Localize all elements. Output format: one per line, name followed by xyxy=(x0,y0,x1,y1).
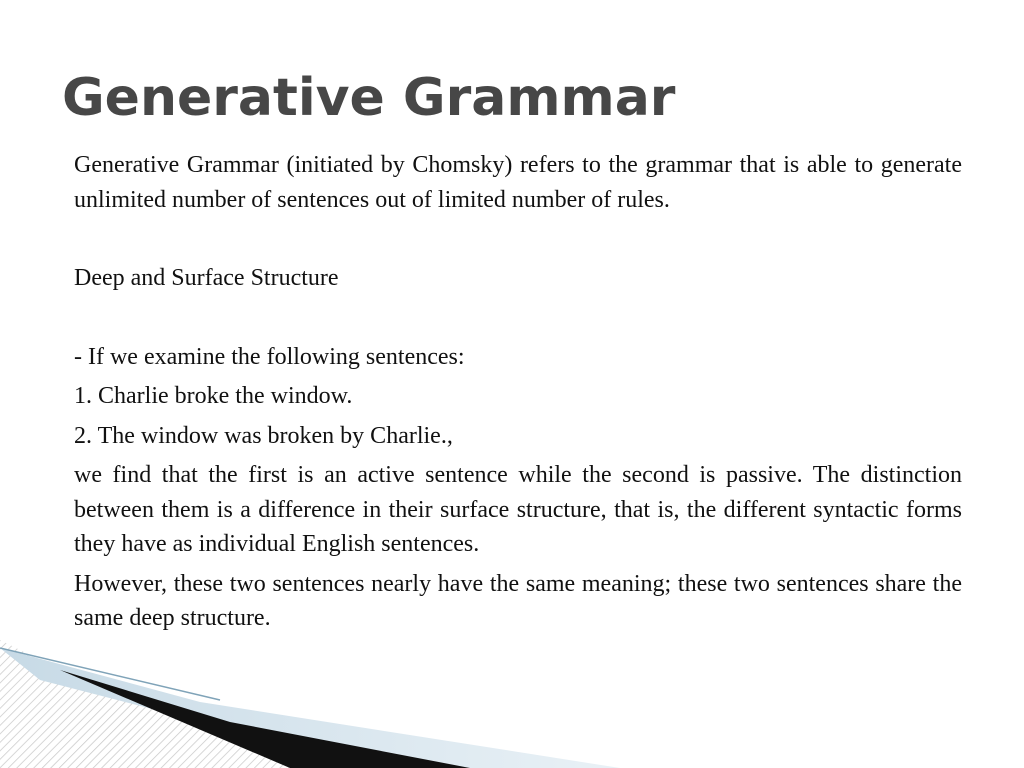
intro-paragraph: Generative Grammar (initiated by Chomsky) refers to the grammar that is able to generate unlimited number of sentences out of limited number of rules. xyxy=(74,152,962,213)
example-sentence-2: 2. The window was broken by Charlie., xyxy=(74,422,453,449)
decorative-corner-swoosh xyxy=(0,640,1024,768)
section-heading: Deep and Surface Structure xyxy=(74,265,339,291)
slide-title: Generative Grammar xyxy=(62,68,676,128)
examine-line: - If we examine the following sentences: xyxy=(74,343,465,370)
deep-structure-paragraph: However, these two sentences nearly have the same meaning; these two sentences share the same deep structure. xyxy=(74,570,962,631)
surface-structure-paragraph: we find that the first is an active sentence while the second is passive. The distinction between them is a difference in their surface structure, that is, the different syntactic forms they have as individual English sentences. xyxy=(74,462,962,557)
slide-body xyxy=(74,148,962,636)
example-sentence-1: 1. Charlie broke the window. xyxy=(74,383,353,409)
